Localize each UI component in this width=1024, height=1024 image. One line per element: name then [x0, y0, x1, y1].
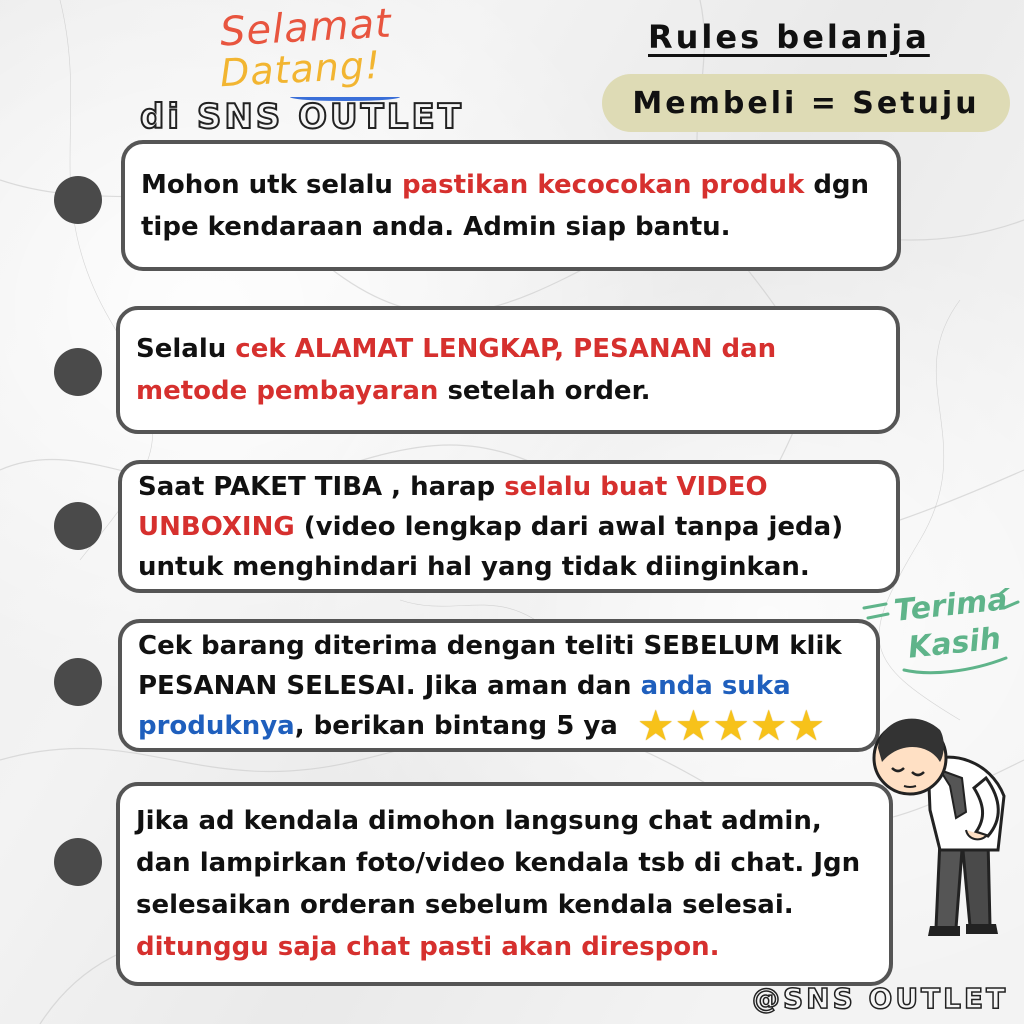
welcome-line-datang: Datang! [218, 42, 383, 96]
welcome-heading [140, 0, 500, 137]
bullet-5 [54, 838, 102, 886]
star-icon: ★ [674, 701, 713, 750]
star-icon: ★ [749, 701, 788, 750]
rules-badge [602, 74, 1010, 132]
welcome-line-selamat: Selamat [218, 0, 393, 56]
bullet-1 [54, 176, 102, 224]
bullet-2 [54, 348, 102, 396]
thanks-line-kasih: Kasih [906, 621, 1003, 666]
thanks-line-terima: Terima [892, 582, 1010, 629]
star-icon: ★ [636, 701, 675, 750]
welcome-store-name: di SNS OUTLET [140, 97, 464, 137]
rule-text-3: Saat PAKET TIBA , harap selalu buat VIDEO UNBOXING (video lengkap dari awal tanpa jeda) untuk menghindari hal yang tidak diinginkan. [138, 471, 844, 582]
bullet-4 [54, 658, 102, 706]
footer-handle: @SNS OUTLET [752, 982, 1009, 1015]
rule-card-4 [118, 619, 880, 752]
rule-text-1: Mohon utk selalu pastikan kecocokan produk dgn tipe kendaraan anda. Admin siap bantu. [141, 169, 870, 242]
thank-you-note [860, 582, 1020, 688]
rule-text-5: Jika ad kendala dimohon langsung chat admin, dan lampirkan foto/video kendala tsb di chat. Jgn selesaikan orderan sebelum kendala selesai. ditunggu saja chat pasti akan direspon. [136, 806, 861, 962]
five-star-rating [636, 701, 826, 750]
bowing-man-illustration [870, 700, 1020, 940]
rules-badge-label: Membeli = Setuju [632, 85, 980, 121]
rule-card-1 [121, 140, 901, 271]
rules-title: Rules belanja [648, 18, 930, 56]
rule-text-4: Cek barang diterima dengan teliti SEBELUM klik PESANAN SELESAI. Jika aman dan anda suka produknya, berikan bintang 5 ya ★★★★★ [138, 630, 842, 750]
star-icon: ★ [712, 701, 750, 750]
rule-card-5 [116, 782, 893, 986]
rule-card-2 [116, 306, 900, 434]
rule-text-2: Selalu cek ALAMAT LENGKAP, PESANAN dan metode pembayaran setelah order. [136, 334, 777, 406]
star-icon: ★ [787, 701, 826, 750]
rule-card-3 [118, 460, 900, 593]
bullet-3 [54, 502, 102, 550]
